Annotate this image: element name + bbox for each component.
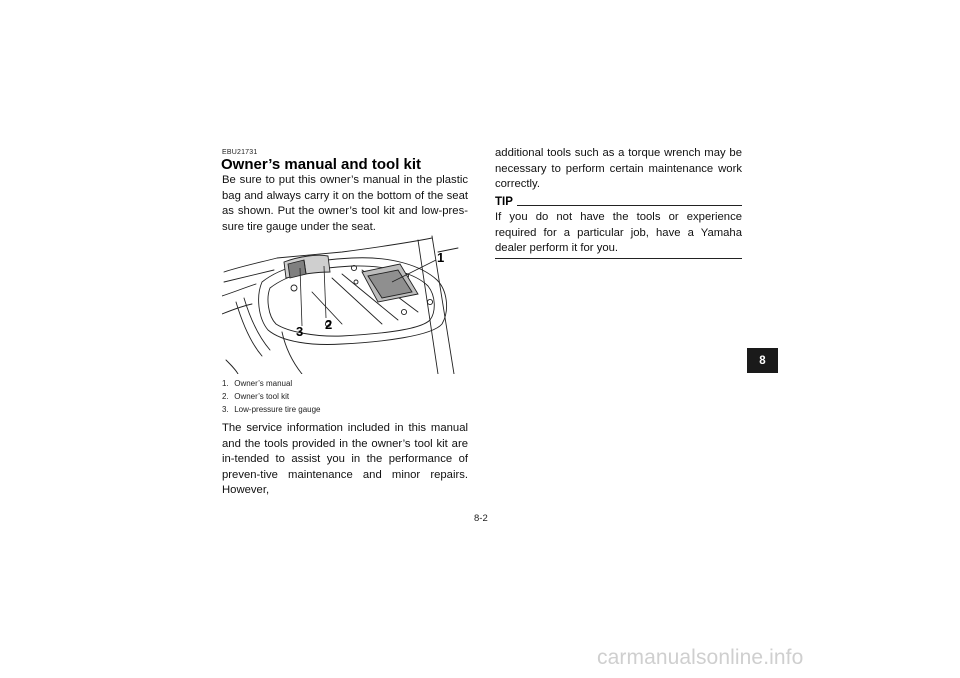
tip-label: TIP <box>495 196 517 208</box>
callout-1: 1 <box>437 250 445 265</box>
seat-illustration <box>222 232 460 374</box>
tip-end-rule <box>495 258 742 259</box>
tip-text: If you do not have the tools or experience required for a particular job, have a Yamaha dealer perform it for you. <box>495 211 742 255</box>
legend-item: 3. Low-pressure tire gauge <box>222 404 321 414</box>
tool-kit-pouch <box>284 255 330 278</box>
seat-underside-drawing <box>222 232 460 374</box>
owners-manual-bag <box>362 264 418 302</box>
legend-item: 1. Owner’s manual <box>222 379 293 388</box>
callout-2: 2 <box>325 317 333 332</box>
additional-tools-paragraph: additional tools such as a torque wrench may be necessary to perform certain maintenance work correctly. <box>495 147 742 191</box>
chapter-tab: 8 <box>747 348 778 373</box>
callout-3: 3 <box>296 324 304 339</box>
section-title: Owner’s manual and tool kit <box>221 156 422 173</box>
figure-legend <box>222 378 468 416</box>
watermark: carmanualsonline.info <box>597 646 804 669</box>
intro-paragraph: Be sure to put this owner’s manual in the plastic bag and always carry it on the bottom of the seat as shown. Put the owner’s tool kit and low-pres-sure tire gauge under the seat. <box>222 174 468 233</box>
legend-item: 2. Owner’s tool kit <box>222 391 290 401</box>
tip-rule <box>495 205 742 206</box>
section-code: EBU21731 <box>222 149 258 156</box>
page-number: 8-2 <box>474 513 488 524</box>
service-info-paragraph: The service information included in this manual and the tools provided in the owner’s tool kit are in-tended to assist you in the performance of preven-tive maintenance and minor repairs. However, <box>222 422 468 497</box>
tip-header <box>495 196 742 210</box>
